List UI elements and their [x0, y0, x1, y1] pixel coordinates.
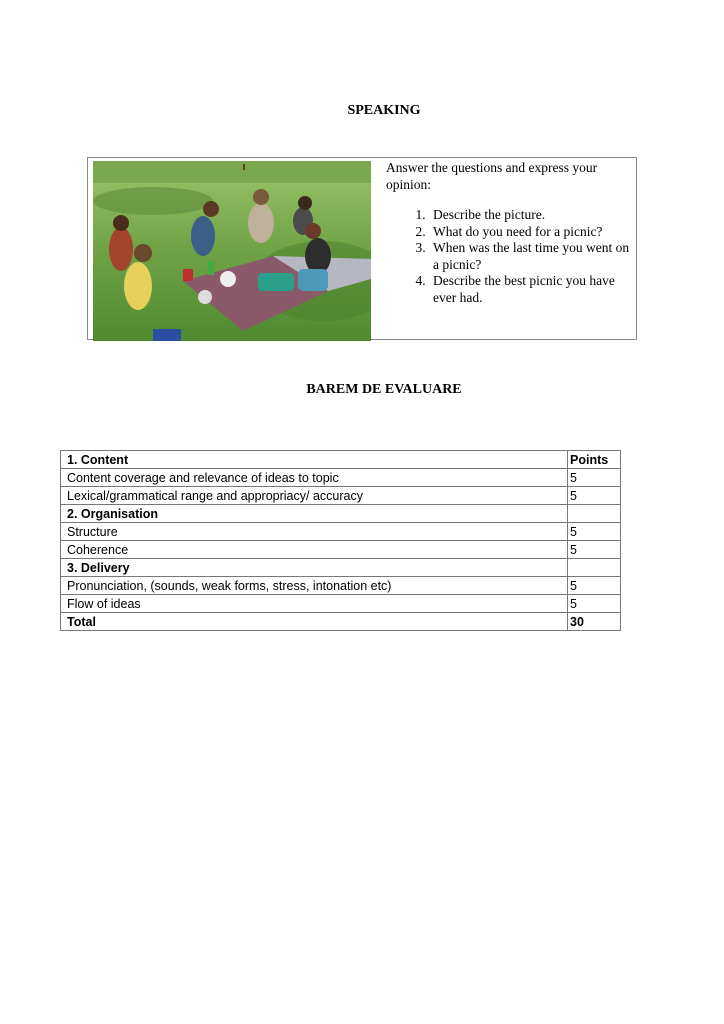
- criterion-cell: Lexical/grammatical range and appropriacy/ accuracy: [61, 487, 568, 505]
- table-row: [61, 487, 621, 505]
- criterion-cell: Total: [61, 613, 568, 631]
- question-item: 2. What do you need for a picnic?: [429, 224, 631, 241]
- question-item: 1. Describe the picture.: [429, 207, 631, 224]
- points-cell: 5: [568, 487, 621, 505]
- question-list: [386, 207, 631, 306]
- picnic-photo: [93, 161, 371, 341]
- points-cell: [568, 559, 621, 577]
- task-box: [87, 157, 637, 340]
- barem-title: BAREM DE EVALUARE: [306, 382, 462, 397]
- table-row: [61, 559, 621, 577]
- points-cell: 5: [568, 469, 621, 487]
- criterion-cell: Pronunciation, (sounds, weak forms, stress, intonation etc): [61, 577, 568, 595]
- points-cell: [568, 505, 621, 523]
- question-item: 4. Describe the best picnic you have ever had.: [429, 273, 631, 306]
- points-cell: 5: [568, 595, 621, 613]
- criterion-cell: Structure: [61, 523, 568, 541]
- table-row: [61, 469, 621, 487]
- table-row: [61, 523, 621, 541]
- evaluation-table: [60, 450, 621, 631]
- criterion-cell: 2. Organisation: [61, 505, 568, 523]
- criterion-cell: Coherence: [61, 541, 568, 559]
- points-cell: 5: [568, 523, 621, 541]
- criterion-cell: Content coverage and relevance of ideas to topic: [61, 469, 568, 487]
- table-row: [61, 451, 621, 469]
- task-intro: Answer the questions and express your opinion:: [386, 160, 598, 192]
- question-item: 3. When was the last time you went on a picnic?: [429, 240, 631, 273]
- task-instructions: [386, 160, 631, 306]
- points-cell: 30: [568, 613, 621, 631]
- table-row: [61, 613, 621, 631]
- table-row: [61, 505, 621, 523]
- points-cell: 5: [568, 577, 621, 595]
- criterion-cell: 3. Delivery: [61, 559, 568, 577]
- criterion-cell: Flow of ideas: [61, 595, 568, 613]
- table-row: [61, 541, 621, 559]
- points-cell: 5: [568, 541, 621, 559]
- criterion-cell: 1. Content: [61, 451, 568, 469]
- section-title: SPEAKING: [347, 103, 421, 118]
- table-row: [61, 577, 621, 595]
- points-cell: Points: [568, 451, 621, 469]
- table-row: [61, 595, 621, 613]
